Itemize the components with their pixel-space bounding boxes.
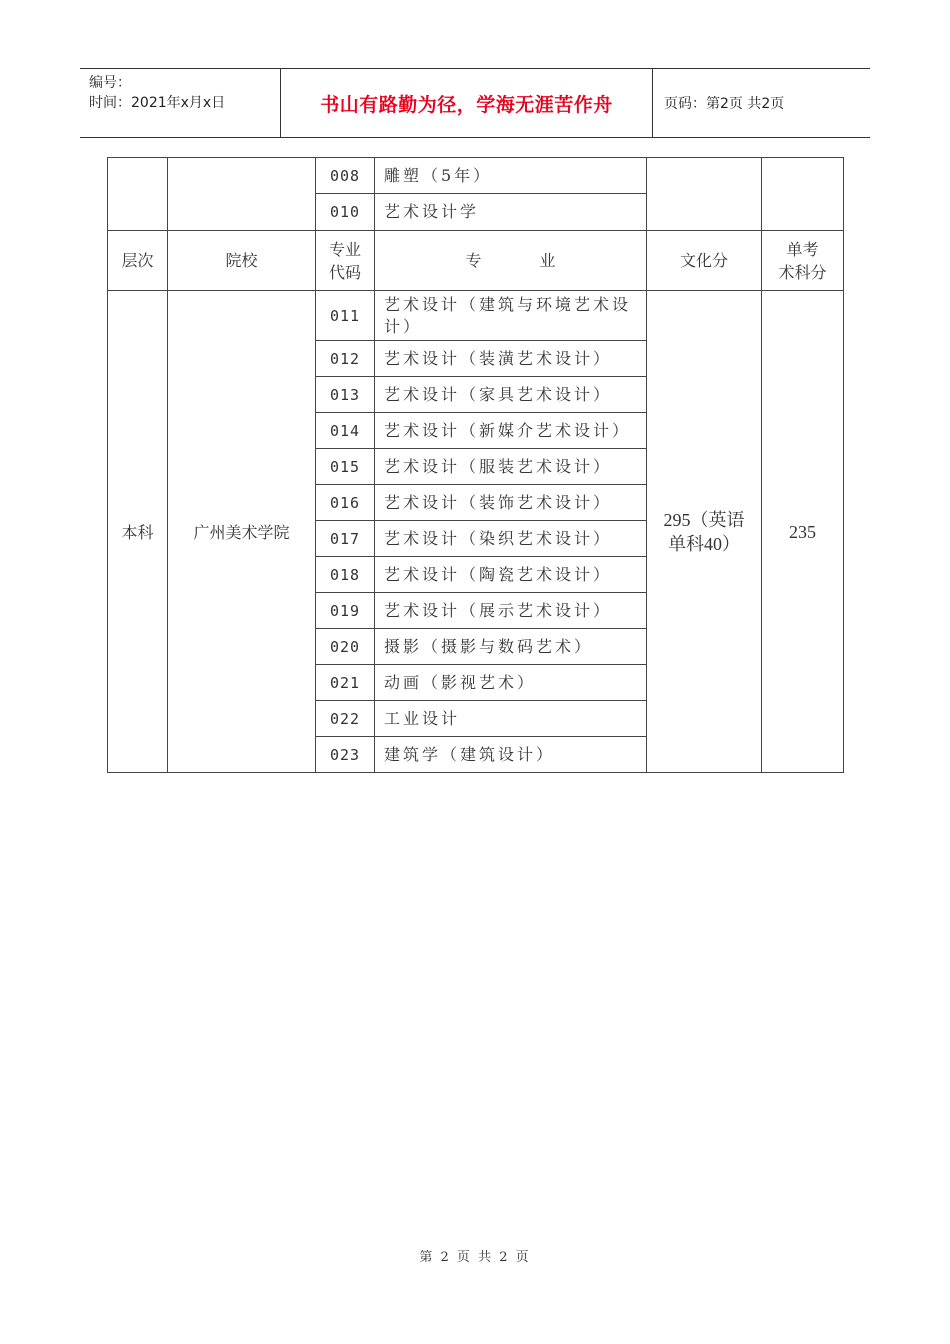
culture-score-line2: 单科40）	[668, 533, 740, 554]
major-name: 艺术设计（服装艺术设计）	[375, 449, 647, 485]
empty-level-cell	[108, 158, 168, 231]
table-row	[108, 158, 844, 194]
major-code: 014	[316, 413, 375, 449]
header-page-cell	[653, 69, 870, 137]
header-school: 院校	[168, 231, 316, 291]
major-name: 艺术设计（染织艺术设计）	[375, 521, 647, 557]
header-major-label: 专业	[465, 251, 614, 270]
major-name: 艺术设计（建筑与环境艺术设计）	[375, 291, 647, 341]
level-cell: 本科	[108, 291, 168, 773]
motto-text: 书山有路勤为径，学海无涯苦作舟	[320, 93, 613, 116]
major-code: 012	[316, 341, 375, 377]
major-code: 008	[316, 158, 375, 194]
major-code: 016	[316, 485, 375, 521]
major-name: 艺术设计（装潢艺术设计）	[375, 341, 647, 377]
page-footer	[0, 1246, 950, 1265]
header-meta	[80, 69, 281, 137]
header-motto-cell	[281, 69, 653, 137]
art-score-cell: 235	[762, 291, 844, 773]
major-code: 022	[316, 701, 375, 737]
time-label: 时间：2021年x月x日	[89, 95, 226, 111]
major-name: 雕塑（5年）	[375, 158, 647, 194]
major-code: 019	[316, 593, 375, 629]
header-code-line2: 代码	[328, 262, 361, 282]
header-level: 层次	[108, 231, 168, 291]
major-code: 018	[316, 557, 375, 593]
major-code: 010	[316, 194, 375, 231]
major-name: 艺术设计（新媒介艺术设计）	[375, 413, 647, 449]
major-name: 摄影（摄影与数码艺术）	[375, 629, 647, 665]
table-row	[108, 291, 844, 341]
culture-score-line1: 295（英语	[663, 509, 745, 530]
major-code: 017	[316, 521, 375, 557]
major-name: 工业设计	[375, 701, 647, 737]
major-name: 艺术设计（展示艺术设计）	[375, 593, 647, 629]
serial-label: 编号：	[89, 75, 131, 91]
header-major	[375, 231, 647, 291]
school-cell: 广州美术学院	[168, 291, 316, 773]
major-code: 023	[316, 737, 375, 773]
page-header	[80, 68, 870, 138]
major-code: 013	[316, 377, 375, 413]
major-name: 动画（影视艺术）	[375, 665, 647, 701]
header-score	[762, 231, 844, 291]
major-name: 艺术设计学	[375, 194, 647, 231]
major-name: 艺术设计（家具艺术设计）	[375, 377, 647, 413]
empty-score-cell	[762, 158, 844, 231]
table-header-row	[108, 231, 844, 291]
header-code-line1: 专业	[328, 239, 361, 259]
empty-culture-cell	[647, 158, 762, 231]
header-score-line2: 术科分	[778, 262, 827, 282]
major-name: 建筑学（建筑设计）	[375, 737, 647, 773]
major-code: 011	[316, 291, 375, 341]
major-code: 015	[316, 449, 375, 485]
header-score-line1: 单考	[786, 239, 819, 259]
major-code: 021	[316, 665, 375, 701]
header-culture: 文化分	[647, 231, 762, 291]
header-code	[316, 231, 375, 291]
footer-page-number: 第 2 页 共 2 页	[419, 1250, 531, 1265]
major-name: 艺术设计（装饰艺术设计）	[375, 485, 647, 521]
empty-school-cell	[168, 158, 316, 231]
page-label: 页码：第2页 共2页	[664, 96, 785, 112]
majors-table	[107, 157, 844, 773]
major-name: 艺术设计（陶瓷艺术设计）	[375, 557, 647, 593]
culture-score-cell	[647, 291, 762, 773]
major-code: 020	[316, 629, 375, 665]
